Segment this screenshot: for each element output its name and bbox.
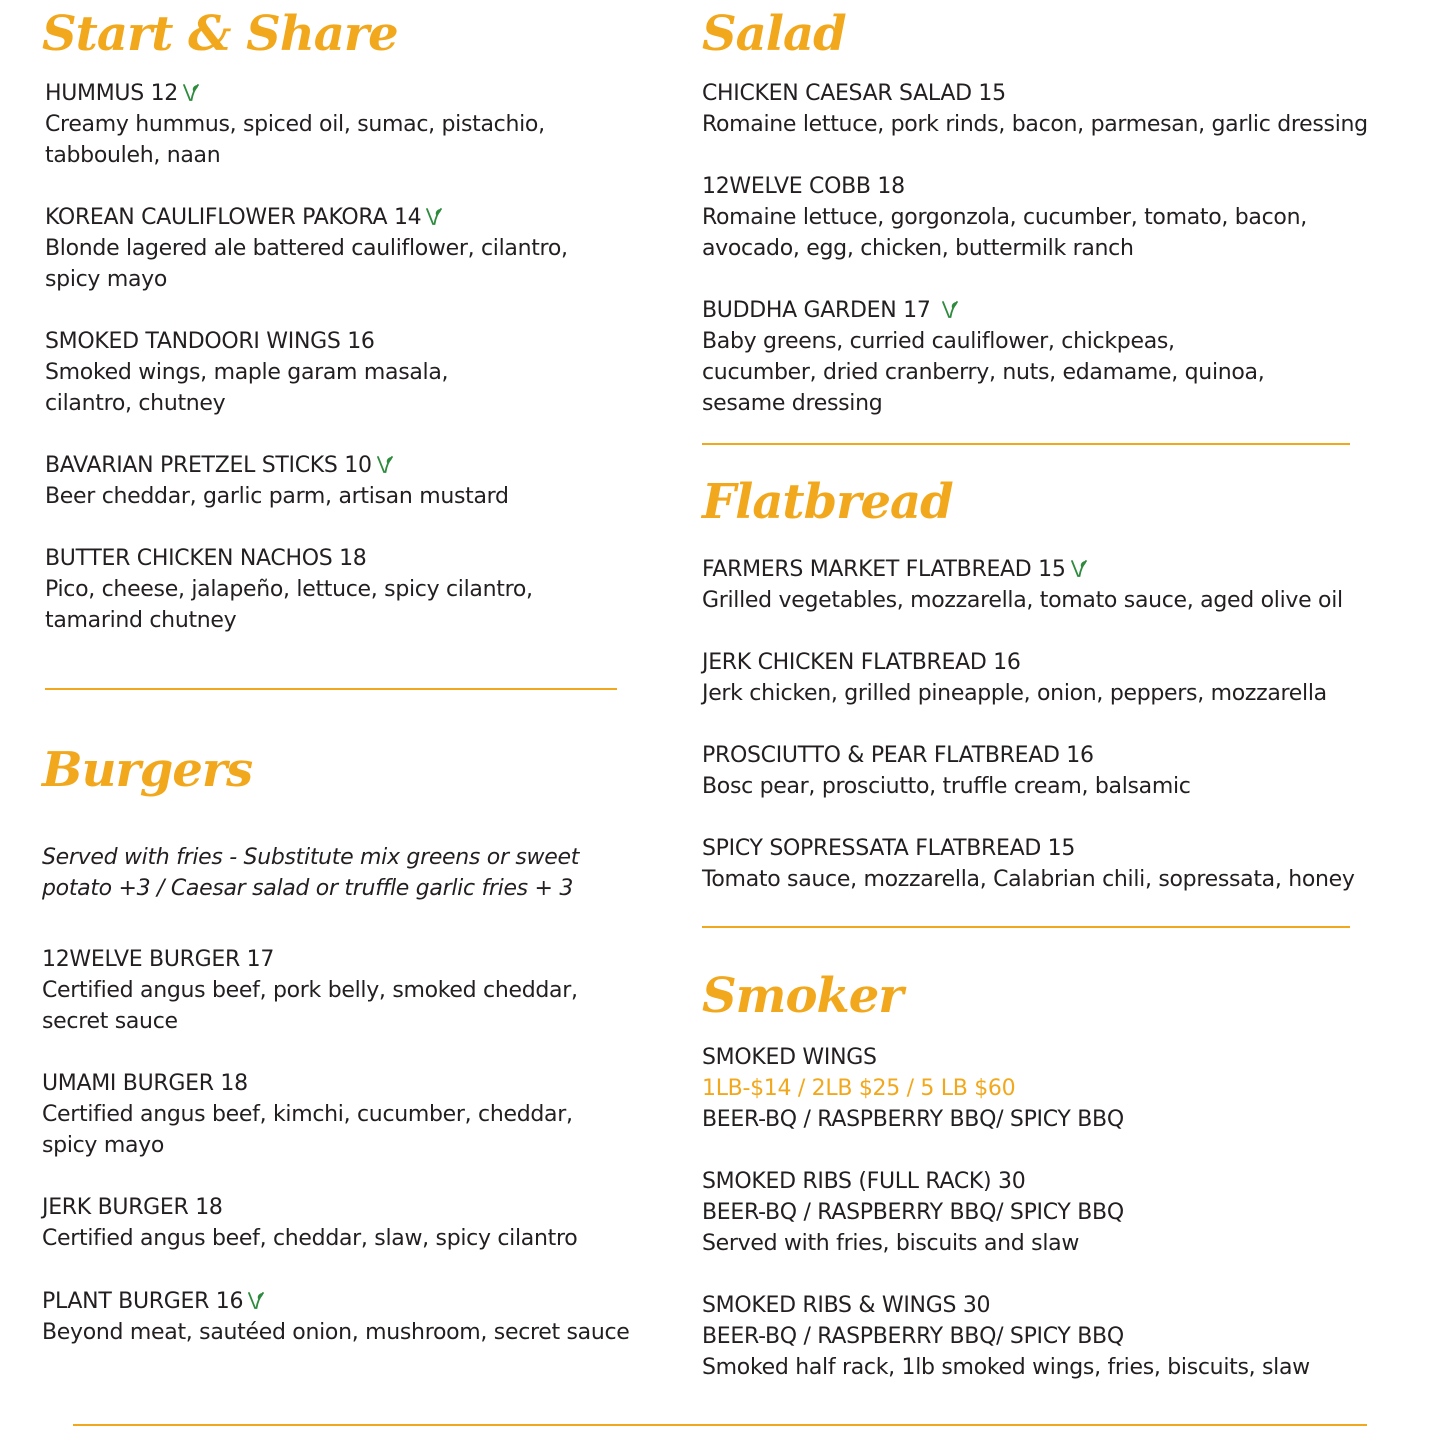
menu-item-description: tamarind chutney xyxy=(45,608,237,633)
menu-item-name xyxy=(45,326,448,357)
vegetarian-leaf-icon xyxy=(941,299,959,319)
menu-item-description: tabbouleh, naan xyxy=(45,143,221,168)
menu-item-name xyxy=(702,171,1307,202)
menu-item-name-text: BUDDHA GARDEN 17 xyxy=(702,298,938,323)
menu-item xyxy=(42,944,578,1037)
menu-item-name xyxy=(702,1166,1124,1197)
menu-item xyxy=(42,1192,577,1254)
menu-item-description: Romaine lettuce, pork rinds, bacon, parmesan, garlic dressing xyxy=(702,112,1368,137)
menu-item-name-text: SMOKED RIBS & WINGS 30 xyxy=(702,1293,991,1318)
menu-item-name xyxy=(45,78,545,109)
menu-item-description: cilantro, chutney xyxy=(45,391,226,416)
menu-item-name xyxy=(702,78,1368,109)
menu-item-name-text: KOREAN CAULIFLOWER PAKORA 14 xyxy=(45,205,422,230)
menu-item-name-text: 12WELVE BURGER 17 xyxy=(42,947,275,972)
menu-item-name xyxy=(42,1192,577,1223)
menu-item-description: Tomato sauce, mozzarella, Calabrian chili, sopressata, honey xyxy=(702,867,1355,892)
menu-item-description: BEER-BQ / RASPBERRY BBQ/ SPICY BBQ xyxy=(702,1200,1124,1225)
menu-item xyxy=(702,1290,1310,1383)
menu-item xyxy=(702,171,1307,264)
burgers-note-line: Served with fries - Substitute mix greens or sweet xyxy=(42,845,580,870)
menu-item-description: Pico, cheese, jalapeño, lettuce, spicy cilantro, xyxy=(45,577,533,602)
menu-item xyxy=(45,543,533,636)
menu-item-description: Certified angus beef, kimchi, cucumber, cheddar, xyxy=(42,1102,573,1127)
menu-item-name xyxy=(702,295,1264,326)
menu-item-name-text: PLANT BURGER 16 xyxy=(42,1289,244,1314)
menu-item xyxy=(702,1042,1124,1135)
menu-item-name xyxy=(42,944,578,975)
menu-item-name xyxy=(42,1068,573,1099)
section-title-start-share: Start & Share xyxy=(42,6,398,62)
menu-item-description: Smoked wings, maple garam masala, xyxy=(45,360,449,385)
menu-item-description: Smoked half rack, 1lb smoked wings, fries, biscuits, slaw xyxy=(702,1355,1310,1380)
menu-item-description: spicy mayo xyxy=(42,1133,165,1158)
menu-item-description: Jerk chicken, grilled pineapple, onion, peppers, mozzarella xyxy=(702,681,1327,706)
menu-item-name xyxy=(45,202,568,233)
vegetarian-leaf-icon xyxy=(182,82,200,102)
menu-item-name xyxy=(702,647,1327,678)
menu-item xyxy=(45,78,545,171)
menu-item-description: BEER-BQ / RASPBERRY BBQ/ SPICY BBQ xyxy=(702,1324,1124,1349)
menu-item-description: Bosc pear, prosciutto, truffle cream, balsamic xyxy=(702,774,1191,799)
menu-item-name-text: BUTTER CHICKEN NACHOS 18 xyxy=(45,546,367,571)
menu-item-name-text: FARMERS MARKET FLATBREAD 15 xyxy=(702,557,1066,582)
menu-item-name-text: 12WELVE COBB 18 xyxy=(702,174,905,199)
menu-item-name-text: BAVARIAN PRETZEL STICKS 10 xyxy=(45,453,372,478)
menu-item-description: Certified angus beef, pork belly, smoked cheddar, xyxy=(42,978,578,1003)
menu-item-name-text: SPICY SOPRESSATA FLATBREAD 15 xyxy=(702,836,1076,861)
menu-item-description: Baby greens, curried cauliflower, chickpeas, xyxy=(702,329,1175,354)
menu-item xyxy=(45,202,568,295)
vegetarian-leaf-icon xyxy=(247,1290,265,1310)
menu-item-name-text: JERK BURGER 18 xyxy=(42,1195,223,1220)
menu-item-description: Beyond meat, sautéed onion, mushroom, secret sauce xyxy=(42,1320,630,1345)
menu-item-name xyxy=(702,554,1343,585)
section-title-salad: Salad xyxy=(702,6,846,62)
menu-item xyxy=(45,450,509,512)
vegetarian-leaf-icon xyxy=(425,206,443,226)
menu-item xyxy=(702,1166,1124,1259)
menu-item-name-text: SMOKED TANDOORI WINGS 16 xyxy=(45,329,375,354)
menu-item-description: Served with fries, biscuits and slaw xyxy=(702,1231,1080,1256)
burgers-note-line: potato +3 / Caesar salad or truffle garlic fries + 3 xyxy=(42,876,574,901)
menu-item-name xyxy=(45,543,533,574)
menu-item-description: Certified angus beef, cheddar, slaw, spicy cilantro xyxy=(42,1226,578,1251)
section-title-burgers: Burgers xyxy=(42,742,253,798)
menu-item-description: Blonde lagered ale battered cauliflower, cilantro, xyxy=(45,236,568,261)
menu-item xyxy=(702,295,1264,419)
menu-item xyxy=(702,647,1327,709)
menu-item xyxy=(42,1286,630,1348)
menu-item-name-text: UMAMI BURGER 18 xyxy=(42,1071,248,1096)
menu-item xyxy=(702,78,1368,140)
menu-item-description: secret sauce xyxy=(42,1009,178,1034)
menu-item-name-text: SMOKED RIBS (FULL RACK) 30 xyxy=(702,1169,1026,1194)
vegetarian-leaf-icon xyxy=(1070,558,1088,578)
burgers-note xyxy=(42,842,579,904)
menu-item-name xyxy=(702,833,1355,864)
menu-item-description: spicy mayo xyxy=(45,267,168,292)
vegetarian-leaf-icon xyxy=(376,454,394,474)
footer-divider xyxy=(73,1424,1367,1426)
section-divider xyxy=(702,926,1350,928)
menu-item-name xyxy=(702,740,1191,771)
menu-item-description: avocado, egg, chicken, buttermilk ranch xyxy=(702,236,1134,261)
menu-item xyxy=(702,554,1343,616)
menu-item-name-text: JERK CHICKEN FLATBREAD 16 xyxy=(702,650,1021,675)
menu-item-name-text: CHICKEN CAESAR SALAD 15 xyxy=(702,81,1006,106)
menu-item-description: Grilled vegetables, mozzarella, tomato sauce, aged olive oil xyxy=(702,588,1343,613)
section-title-smoker: Smoker xyxy=(702,968,903,1024)
menu-item-name-text: HUMMUS 12 xyxy=(45,81,178,106)
section-title-flatbread: Flatbread xyxy=(702,474,953,530)
menu-item xyxy=(45,326,448,419)
section-divider xyxy=(702,443,1350,445)
menu-item-name xyxy=(45,450,509,481)
menu-item-name-text: SMOKED WINGS xyxy=(702,1045,877,1070)
menu-item-name xyxy=(702,1042,1124,1073)
menu-item-description: BEER-BQ / RASPBERRY BBQ/ SPICY BBQ xyxy=(702,1107,1124,1132)
menu-item xyxy=(702,833,1355,895)
section-divider xyxy=(45,688,617,690)
menu-item xyxy=(702,740,1191,802)
menu-item-description: Creamy hummus, spiced oil, sumac, pistachio, xyxy=(45,112,545,137)
menu-item-description: sesame dressing xyxy=(702,391,883,416)
menu-item-name xyxy=(702,1290,1310,1321)
menu-item-description: Romaine lettuce, gorgonzola, cucumber, tomato, bacon, xyxy=(702,205,1307,230)
menu-item-description: Beer cheddar, garlic parm, artisan mustard xyxy=(45,484,509,509)
menu-item-name xyxy=(42,1286,630,1317)
menu-item-name-text: PROSCIUTTO & PEAR FLATBREAD 16 xyxy=(702,743,1094,768)
menu-item-price-options: 1LB-$14 / 2LB $25 / 5 LB $60 xyxy=(702,1076,1016,1101)
menu-item xyxy=(42,1068,573,1161)
menu-item-description: cucumber, dried cranberry, nuts, edamame, quinoa, xyxy=(702,360,1265,385)
